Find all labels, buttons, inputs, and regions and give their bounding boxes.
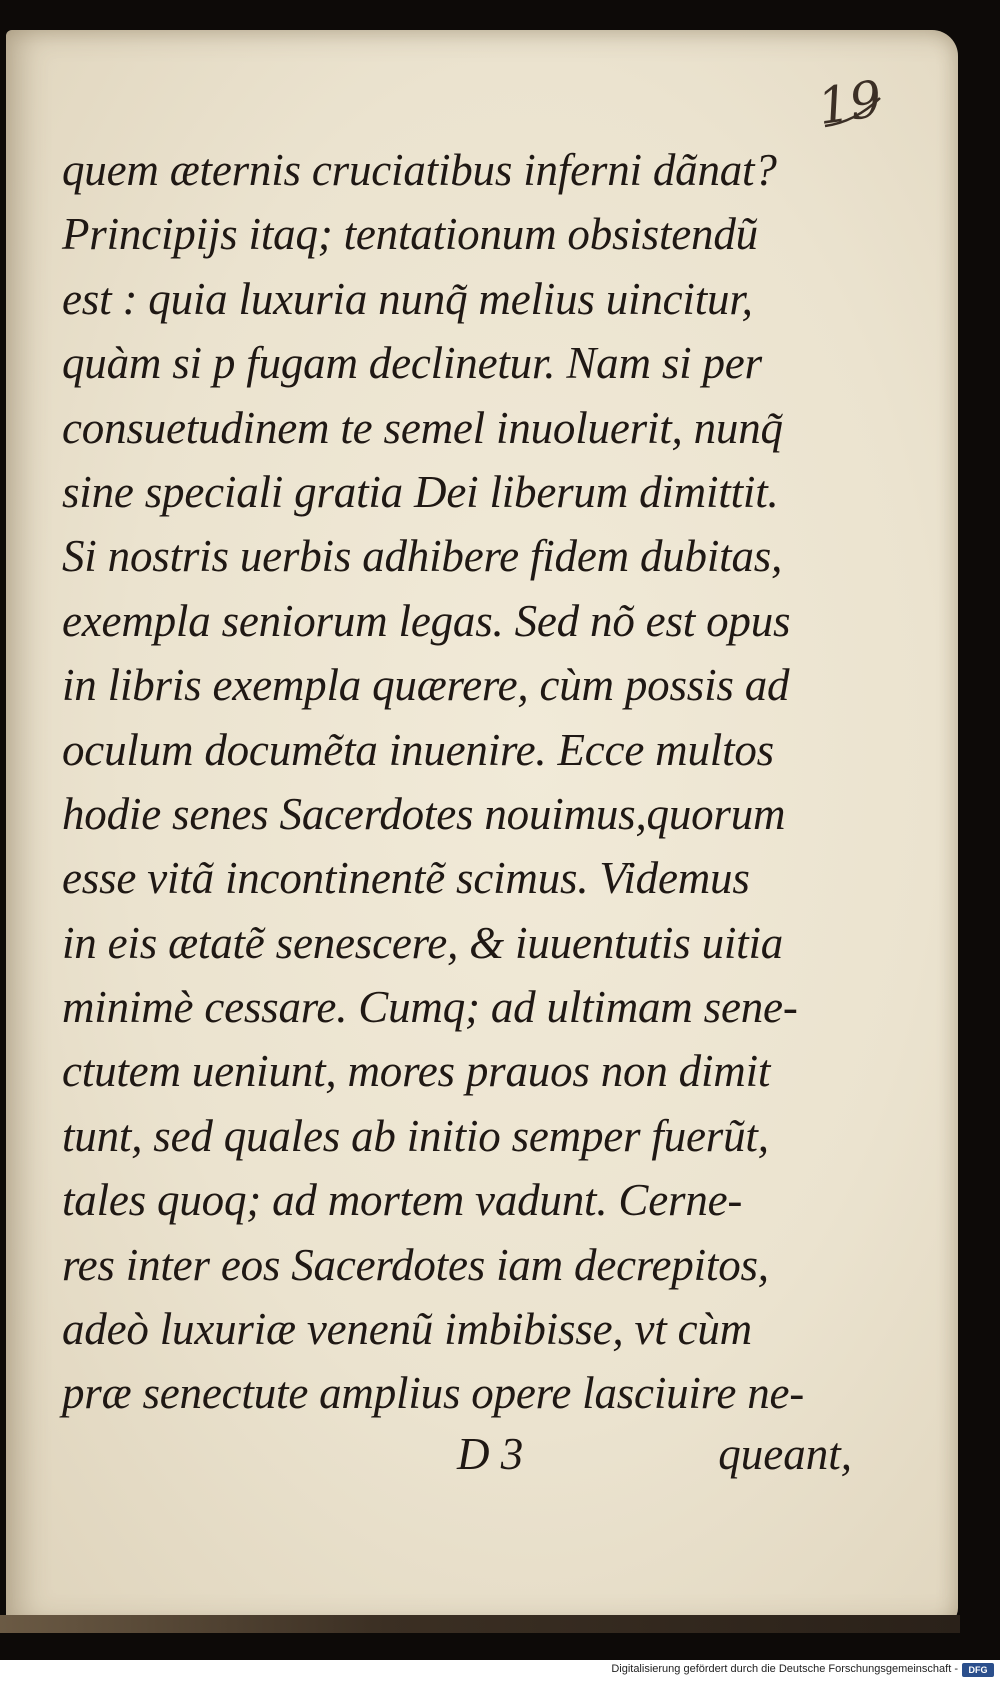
page-footer <box>62 1428 852 1492</box>
text-line: in libris exempla quærere, cùm possis ad <box>62 660 790 711</box>
funding-credit: Digitalisierung gefördert durch die Deutsche Forschungsgemeinschaft - <box>611 1663 958 1675</box>
text-line: quem æternis cruciatibus inferni dãnat? <box>62 145 777 195</box>
catchword: queant, <box>718 1429 852 1479</box>
text-line: hodie senes Sacerdotes nouimus,quorum <box>62 788 786 839</box>
text-line: esse vitã incontinentẽ scimus. Videmus <box>62 853 750 904</box>
text-line: ctutem ueniunt, mores prauos non dimit <box>62 1046 771 1097</box>
text-line: oculum documẽta inuenire. Ecce multos <box>62 724 774 775</box>
text-line: exempla seniorum legas. Sed nõ est opus <box>62 595 791 646</box>
text-line: est : quia luxuria nunq̃ melius uincitur, <box>62 273 753 324</box>
text-line: sine speciali gratia Dei liberum dimittit. <box>62 466 779 517</box>
text-line: tales quoq; ad mortem vadunt. Cerne- <box>62 1175 743 1226</box>
folio-number: 19 <box>814 69 886 136</box>
folio-underline <box>820 92 890 132</box>
dfg-logo: DFG <box>962 1663 994 1677</box>
body-text <box>62 138 852 1426</box>
text-line: in eis ætatẽ senescere, & iuuentutis uitia <box>62 917 784 968</box>
text-line: præ senectute amplius opere lasciuire ne- <box>62 1368 805 1419</box>
text-line: adeò luxuriæ venenũ imbibisse, vt cùm <box>62 1304 752 1355</box>
credit-bar <box>0 1660 1000 1681</box>
text-line: tunt, sed quales ab initio semper fuerũt, <box>62 1110 769 1161</box>
text-line: Principijs itaq; tentationum obsistendũ <box>62 209 758 260</box>
text-line: minimè cessare. Cumq; ad ultimam sene- <box>62 982 798 1033</box>
text-line: Si nostris uerbis adhibere fidem dubitas, <box>62 531 783 582</box>
book-edge <box>0 1615 960 1633</box>
text-line: quàm si p fugam declinetur. Nam si per <box>62 338 762 389</box>
text-line: res inter eos Sacerdotes iam decrepitos, <box>62 1239 769 1290</box>
text-line: consuetudinem te semel inuoluerit, nunq̃ <box>62 402 783 453</box>
signature-mark: D 3 <box>457 1429 524 1479</box>
